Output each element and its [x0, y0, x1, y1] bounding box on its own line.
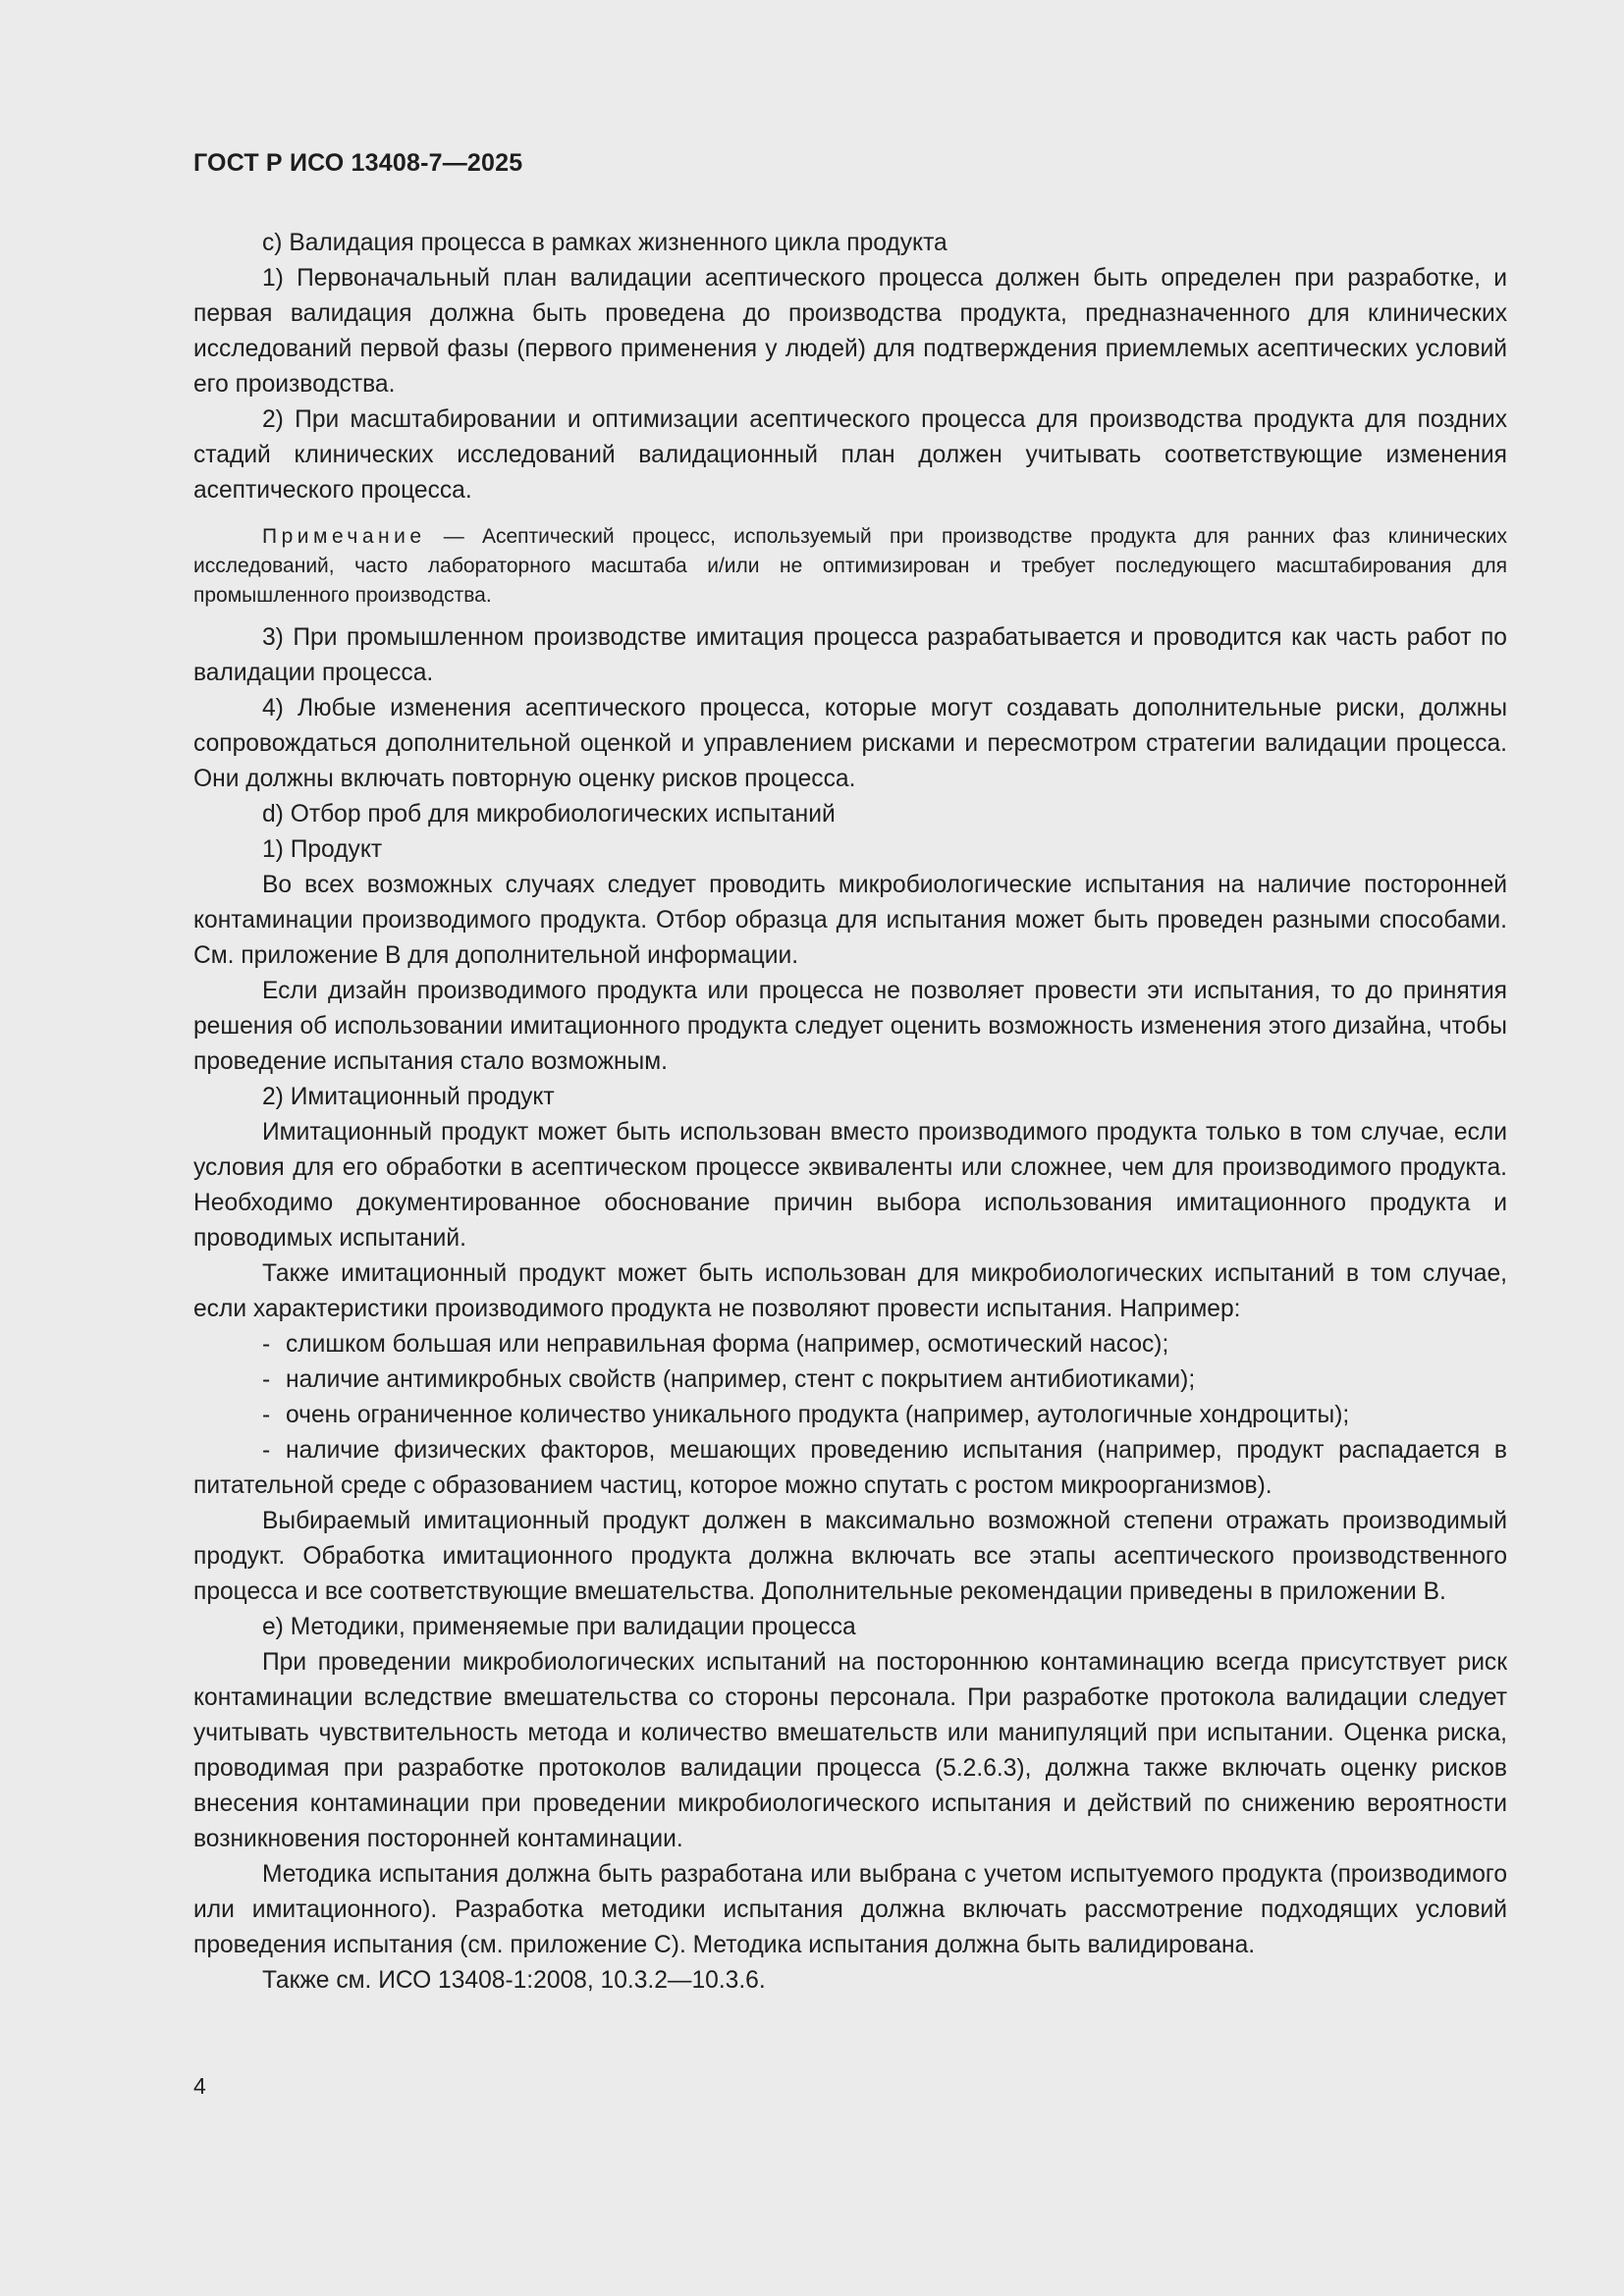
- list-item: [193, 1433, 1507, 1504]
- page-number: 4: [193, 2073, 206, 2099]
- paragraph: Также имитационный продукт может быть использован для микробиологических испытаний в том случае, если характеристики производимого продукта не позволяют провести испытания. Например:: [193, 1260, 1507, 1322]
- list-item-text: слишком большая или неправильная форма (например, осмотический насос);: [286, 1331, 1169, 1358]
- list-dash: -: [262, 1331, 271, 1358]
- list-item-text: наличие физических факторов, мешающих проведению испытания (например, продукт распадается в питательной среде с образованием частиц, которое можно спутать с ростом микроорганизмов).: [193, 1437, 1507, 1499]
- note: [193, 522, 1507, 611]
- paragraph: 1) Первоначальный план валидации асептического процесса должен быть определен при разработке, и первая валидация должна быть проведена до производства продукта, предназначенного для клинических исследований первой фазы (первого применения у людей) для подтверждения приемлемых асептических условий его производства.: [193, 265, 1507, 398]
- paragraph: 4) Любые изменения асептического процесса, которые могут создавать дополнительные риски, должны сопровождаться дополнительной оценкой и управлением рисками и пересмотром стратегии валидации процесса. Они должны включать повторную оценку рисков процесса.: [193, 695, 1507, 792]
- paragraph: При проведении микробиологических испытаний на постороннюю контаминацию всегда присутствует риск контаминации вследствие вмешательства со стороны персонала. При разработке протокола валидации следует учитывать чувствительность метода и количество вмешательств или манипуляций при испытании. Оценка риска, проводимая при разработке протоколов валидации процесса (5.2.6.3), должна также включать оценку рисков внесения контаминации при проведении микробиологического испытания и действий по снижению вероятности возникновения посторонней контаминации.: [193, 1649, 1507, 1852]
- paragraph: 2) При масштабировании и оптимизации асептического процесса для производства продукта для поздних стадий клинических исследований валидационный план должен учитывать соответствующие изменения асептического процесса.: [193, 406, 1507, 504]
- list-item: [193, 1327, 1507, 1362]
- document-body: [193, 226, 1507, 1999]
- paragraph: 3) При промышленном производстве имитация процесса разрабатывается и проводится как часть работ по валидации процесса.: [193, 624, 1507, 686]
- list-item-text: очень ограниченное количество уникального продукта (например, аутологичные хондроциты);: [286, 1402, 1350, 1428]
- paragraph: Также см. ИСО 13408-1:2008, 10.3.2—10.3.6.: [262, 1967, 766, 1994]
- list-item: [193, 1362, 1507, 1398]
- list-dash: -: [262, 1402, 271, 1428]
- section-heading: d) Отбор проб для микробиологических испытаний: [262, 801, 836, 828]
- list-dash: -: [262, 1437, 271, 1464]
- paragraph: Имитационный продукт может быть использован вместо производимого продукта только в том случае, если условия для его обработки в асептическом процессе эквиваленты или сложнее, чем для производимого продукта. Необходимо документированное обоснование причин выбора использования имитационного продукта и проводимых испытаний.: [193, 1119, 1507, 1252]
- section-heading: e) Методики, применяемые при валидации процесса: [262, 1614, 856, 1640]
- document-header: ГОСТ Р ИСО 13408-7—2025: [193, 149, 523, 177]
- note-text: — Асептический процесс, используемый при производстве продукта для ранних фаз клинических исследований, часто лабораторного масштаба и/или не оптимизирован и требует последующего масштабирования для промышленного производства.: [193, 525, 1507, 607]
- paragraph: Во всех возможных случаях следует проводить микробиологические испытания на наличие посторонней контаминации производимого продукта. Отбор образца для испытания может быть проведен разными способами. См. приложение В для дополнительной информации.: [193, 872, 1507, 969]
- list-item: [193, 1398, 1507, 1433]
- subsection-heading: 2) Имитационный продукт: [262, 1084, 555, 1110]
- list-dash: -: [262, 1366, 271, 1393]
- paragraph: Выбираемый имитационный продукт должен в максимально возможной степени отражать производимый продукт. Обработка имитационного продукта должна включать все этапы асептического производственного процесса и все соответствующие вмешательства. Дополнительные рекомендации приведены в приложении В.: [193, 1508, 1507, 1605]
- paragraph: Методика испытания должна быть разработана или выбрана с учетом испытуемого продукта (производимого или имитационного). Разработка методики испытания должна включать рассмотрение подходящих условий проведения испытания (см. приложение С). Методика испытания должна быть валидирована.: [193, 1861, 1507, 1958]
- note-label: Примечание: [262, 525, 426, 548]
- list-item-text: наличие антимикробных свойств (например, стент с покрытием антибиотиками);: [286, 1366, 1196, 1393]
- paragraph: Если дизайн производимого продукта или процесса не позволяет провести эти испытания, то до принятия решения об использовании имитационного продукта следует оценить возможность изменения этого дизайна, чтобы проведение испытания стало возможным.: [193, 978, 1507, 1075]
- subsection-heading: 1) Продукт: [262, 836, 383, 863]
- paragraph: c) Валидация процесса в рамках жизненного цикла продукта: [262, 230, 947, 256]
